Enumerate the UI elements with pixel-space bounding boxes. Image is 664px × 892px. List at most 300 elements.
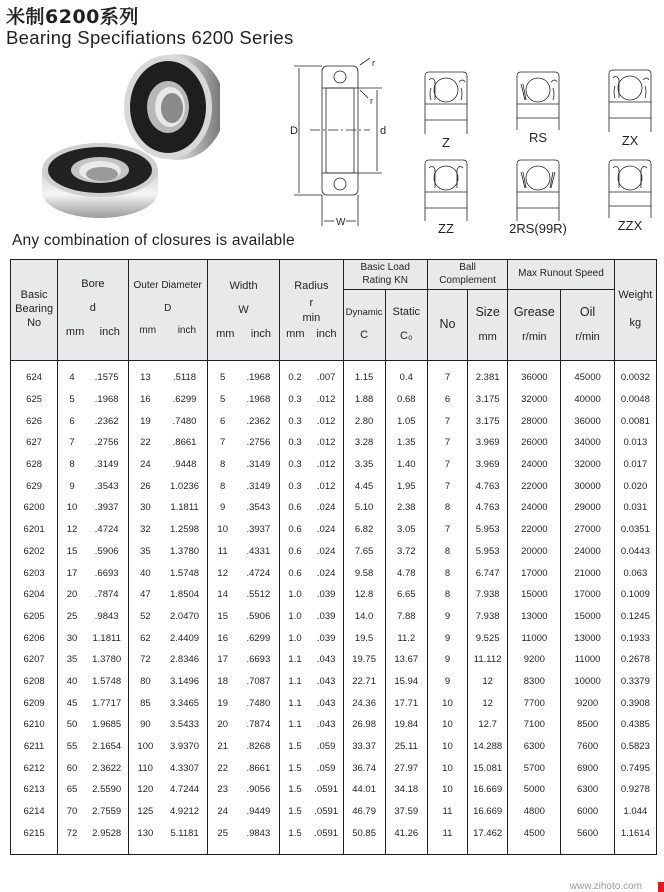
cell-speed-grease: 20000 xyxy=(508,541,561,563)
cell-speed-oil: 6900 xyxy=(561,757,614,779)
cell-od-inch: 1.1811 xyxy=(162,497,207,519)
cell-weight: 0.4385 xyxy=(614,714,656,736)
header-outer-diameter: Outer Diameter D mm inch xyxy=(128,260,207,361)
cell-radius-inch: .007 xyxy=(310,361,343,389)
header-bore: Bore d mm inch xyxy=(58,260,128,361)
header-ball-complement: Ball Complement xyxy=(427,260,507,290)
cell-ball-size: 12.7 xyxy=(468,714,508,736)
cell-speed-oil: 6000 xyxy=(561,801,614,823)
cell-od-mm: 90 xyxy=(128,714,162,736)
cell-od-inch: .9448 xyxy=(162,454,207,476)
cell-width-mm: 15 xyxy=(207,606,237,628)
cell-speed-oil: 32000 xyxy=(561,454,614,476)
cell-bore-mm: 7 xyxy=(58,432,86,454)
cell-speed-oil: 6300 xyxy=(561,779,614,801)
table-row xyxy=(11,736,657,758)
cell-ball-no: 8 xyxy=(427,562,467,584)
cell-bore-inch: 1.7717 xyxy=(86,692,128,714)
cell-load-dynamic: 36.74 xyxy=(343,757,385,779)
cell-load-static: 15.94 xyxy=(385,671,427,693)
cell-ball-no: 10 xyxy=(427,692,467,714)
table-row xyxy=(11,361,657,389)
cell-speed-oil: 10000 xyxy=(561,671,614,693)
cell-speed-grease: 4800 xyxy=(508,801,561,823)
cell-bearing-no: 6209 xyxy=(11,692,58,714)
table-row xyxy=(11,801,657,823)
closure-2rs-label: 2RS(99R) xyxy=(509,221,567,236)
cell-weight: 0.0032 xyxy=(614,361,656,389)
cell-load-static: 25.11 xyxy=(385,736,427,758)
bearing-lying xyxy=(42,143,158,218)
cell-radius-inch: .012 xyxy=(310,410,343,432)
cell-weight: 0.020 xyxy=(614,475,656,497)
cell-speed-oil: 36000 xyxy=(561,410,614,432)
cell-speed-oil: 40000 xyxy=(561,389,614,411)
cell-load-static: 17.71 xyxy=(385,692,427,714)
cell-width-inch: .8268 xyxy=(238,736,280,758)
cell-od-mm: 24 xyxy=(128,454,162,476)
cell-weight: 0.0351 xyxy=(614,519,656,541)
cell-ball-no: 7 xyxy=(427,432,467,454)
header-ball-no: No xyxy=(427,290,467,361)
bearing-spec-table xyxy=(10,259,657,855)
cell-bore-mm: 70 xyxy=(58,801,86,823)
closure-z-icon xyxy=(421,70,471,135)
cell-bearing-no: 6208 xyxy=(11,671,58,693)
cell-od-mm: 26 xyxy=(128,475,162,497)
cell-radius-mm: 1.5 xyxy=(280,801,310,823)
diagram-label-D: D xyxy=(290,125,298,137)
cell-weight: 1.1614 xyxy=(614,822,656,854)
cell-width-mm: 6 xyxy=(207,410,237,432)
cell-speed-grease: 32000 xyxy=(508,389,561,411)
cell-radius-inch: .0591 xyxy=(310,801,343,823)
page-title-chinese: 米制6200系列 xyxy=(6,6,139,28)
cell-bore-inch: .2362 xyxy=(86,410,128,432)
cell-width-inch: .1968 xyxy=(238,389,280,411)
cell-ball-size: 3.969 xyxy=(468,454,508,476)
cell-width-inch: .7874 xyxy=(238,714,280,736)
cell-width-mm: 7 xyxy=(207,432,237,454)
cell-speed-oil: 24000 xyxy=(561,541,614,563)
header-oil: Oil r/min xyxy=(561,290,614,361)
cell-od-mm: 16 xyxy=(128,389,162,411)
cell-ball-no: 8 xyxy=(427,497,467,519)
cell-od-inch: 3.3465 xyxy=(162,692,207,714)
cell-width-inch: .1968 xyxy=(238,361,280,389)
cell-speed-oil: 29000 xyxy=(561,497,614,519)
closure-zzx xyxy=(600,158,660,233)
cell-ball-size: 6.747 xyxy=(468,562,508,584)
cell-load-dynamic: 1.88 xyxy=(343,389,385,411)
cell-weight: 0.1009 xyxy=(614,584,656,606)
cell-bore-mm: 20 xyxy=(58,584,86,606)
cell-load-dynamic: 33.37 xyxy=(343,736,385,758)
cell-bore-mm: 8 xyxy=(58,454,86,476)
cell-width-inch: .6299 xyxy=(238,627,280,649)
cell-ball-size: 7.938 xyxy=(468,584,508,606)
header-basic-bearing-no: Basic Bearing No xyxy=(11,260,58,361)
spec-table-body xyxy=(11,361,657,855)
cell-bearing-no: 627 xyxy=(11,432,58,454)
cell-width-mm: 24 xyxy=(207,801,237,823)
cell-od-inch: 1.0236 xyxy=(162,475,207,497)
cell-ball-size: 11.112 xyxy=(468,649,508,671)
cell-speed-grease: 22000 xyxy=(508,475,561,497)
cell-weight: 0.017 xyxy=(614,454,656,476)
diagram-label-W: W xyxy=(336,217,346,228)
cell-load-dynamic: 1.15 xyxy=(343,361,385,389)
header-basic-load-rating: Basic Load Rating KN xyxy=(343,260,427,290)
closure-rs xyxy=(508,70,568,145)
cell-bore-inch: .9843 xyxy=(86,606,128,628)
cell-speed-oil: 11000 xyxy=(561,649,614,671)
cell-radius-mm: 1.5 xyxy=(280,757,310,779)
cell-width-mm: 5 xyxy=(207,361,237,389)
closure-zz-label: ZZ xyxy=(438,221,454,236)
footer-url: www.zihoto.com xyxy=(569,881,642,892)
cell-bearing-no: 6212 xyxy=(11,757,58,779)
cell-od-inch: 1.3780 xyxy=(162,541,207,563)
cell-bore-mm: 45 xyxy=(58,692,86,714)
cell-width-inch: .4724 xyxy=(238,562,280,584)
cell-width-inch: .2362 xyxy=(238,410,280,432)
cell-od-mm: 47 xyxy=(128,584,162,606)
cell-weight: 1.044 xyxy=(614,801,656,823)
cell-weight: 0.5823 xyxy=(614,736,656,758)
cell-load-dynamic: 2.80 xyxy=(343,410,385,432)
cell-bore-inch: .1575 xyxy=(86,361,128,389)
cell-od-inch: .5118 xyxy=(162,361,207,389)
table-row xyxy=(11,649,657,671)
cell-od-inch: 2.0470 xyxy=(162,606,207,628)
closure-2rs-icon xyxy=(513,158,563,221)
header-ball-size: Size mm xyxy=(468,290,508,361)
cell-od-inch: 1.5748 xyxy=(162,562,207,584)
cell-ball-no: 8 xyxy=(427,584,467,606)
cell-radius-inch: .012 xyxy=(310,389,343,411)
cell-weight: 0.3379 xyxy=(614,671,656,693)
cell-load-dynamic: 9.58 xyxy=(343,562,385,584)
cell-radius-inch: .043 xyxy=(310,692,343,714)
cell-od-mm: 85 xyxy=(128,692,162,714)
cell-bore-inch: 2.9528 xyxy=(86,822,128,854)
cell-bore-inch: 1.3780 xyxy=(86,649,128,671)
closures-caption: Any combination of closures is available xyxy=(12,232,295,249)
cell-ball-no: 7 xyxy=(427,475,467,497)
closure-zx-icon xyxy=(605,68,655,133)
table-row xyxy=(11,454,657,476)
table-row xyxy=(11,779,657,801)
cell-bore-mm: 12 xyxy=(58,519,86,541)
cell-load-static: 0.68 xyxy=(385,389,427,411)
cell-speed-grease: 24000 xyxy=(508,497,561,519)
cell-bore-inch: .2756 xyxy=(86,432,128,454)
cell-bearing-no: 6213 xyxy=(11,779,58,801)
cell-radius-mm: 0.2 xyxy=(280,361,310,389)
cell-width-mm: 22 xyxy=(207,757,237,779)
cell-od-mm: 32 xyxy=(128,519,162,541)
bearing-product-photo xyxy=(30,52,220,222)
cell-load-static: 1.95 xyxy=(385,475,427,497)
cell-weight: 0.3908 xyxy=(614,692,656,714)
cell-speed-oil: 9200 xyxy=(561,692,614,714)
cell-bore-inch: .6693 xyxy=(86,562,128,584)
cell-width-inch: .5512 xyxy=(238,584,280,606)
closure-z xyxy=(416,70,476,150)
cell-width-mm: 23 xyxy=(207,779,237,801)
cell-load-dynamic: 3.28 xyxy=(343,432,385,454)
cell-od-mm: 62 xyxy=(128,627,162,649)
cell-bearing-no: 6200 xyxy=(11,497,58,519)
cell-radius-mm: 1.0 xyxy=(280,606,310,628)
cell-bearing-no: 6201 xyxy=(11,519,58,541)
cell-width-inch: .9056 xyxy=(238,779,280,801)
cell-bore-mm: 60 xyxy=(58,757,86,779)
cell-bore-inch: .3149 xyxy=(86,454,128,476)
cell-bore-mm: 10 xyxy=(58,497,86,519)
cell-load-static: 3.72 xyxy=(385,541,427,563)
cell-load-static: 11.2 xyxy=(385,627,427,649)
cell-radius-mm: 0.3 xyxy=(280,389,310,411)
cell-load-dynamic: 4.45 xyxy=(343,475,385,497)
cell-radius-inch: .0591 xyxy=(310,779,343,801)
cell-speed-oil: 7600 xyxy=(561,736,614,758)
cell-radius-inch: .0591 xyxy=(310,822,343,854)
cell-radius-mm: 1.5 xyxy=(280,736,310,758)
cell-radius-mm: 0.6 xyxy=(280,497,310,519)
cell-radius-inch: .012 xyxy=(310,432,343,454)
closure-zz-icon xyxy=(421,158,471,221)
cell-bearing-no: 628 xyxy=(11,454,58,476)
cell-load-dynamic: 5.10 xyxy=(343,497,385,519)
cell-width-mm: 5 xyxy=(207,389,237,411)
cell-bearing-no: 6215 xyxy=(11,822,58,854)
cell-ball-size: 3.175 xyxy=(468,410,508,432)
cell-od-inch: 3.9370 xyxy=(162,736,207,758)
cell-width-mm: 8 xyxy=(207,475,237,497)
cell-weight: 0.063 xyxy=(614,562,656,584)
cell-ball-no: 10 xyxy=(427,779,467,801)
cell-load-dynamic: 14.0 xyxy=(343,606,385,628)
cell-ball-no: 10 xyxy=(427,736,467,758)
cell-speed-oil: 34000 xyxy=(561,432,614,454)
cell-speed-grease: 13000 xyxy=(508,606,561,628)
cell-od-inch: 3.1496 xyxy=(162,671,207,693)
table-row xyxy=(11,692,657,714)
cell-ball-no: 9 xyxy=(427,606,467,628)
cell-ball-no: 7 xyxy=(427,454,467,476)
cell-width-inch: .3149 xyxy=(238,475,280,497)
cell-bearing-no: 6206 xyxy=(11,627,58,649)
cell-bore-inch: .3543 xyxy=(86,475,128,497)
cell-speed-oil: 30000 xyxy=(561,475,614,497)
cell-load-static: 2.38 xyxy=(385,497,427,519)
cell-od-mm: 52 xyxy=(128,606,162,628)
cell-width-mm: 8 xyxy=(207,454,237,476)
cell-speed-oil: 8500 xyxy=(561,714,614,736)
cell-od-mm: 80 xyxy=(128,671,162,693)
cell-width-inch: .5906 xyxy=(238,606,280,628)
cell-speed-grease: 7700 xyxy=(508,692,561,714)
cell-od-inch: 2.4409 xyxy=(162,627,207,649)
cell-load-static: 4.78 xyxy=(385,562,427,584)
cell-width-mm: 9 xyxy=(207,497,237,519)
header-max-runout-speed: Max Runout Speed xyxy=(508,260,614,290)
cell-bearing-no: 6210 xyxy=(11,714,58,736)
cell-bore-inch: 2.7559 xyxy=(86,801,128,823)
cell-speed-oil: 27000 xyxy=(561,519,614,541)
cell-radius-inch: .039 xyxy=(310,584,343,606)
table-row xyxy=(11,606,657,628)
cell-radius-mm: 0.6 xyxy=(280,541,310,563)
cell-radius-mm: 1.5 xyxy=(280,779,310,801)
cell-load-static: 34.18 xyxy=(385,779,427,801)
cell-od-mm: 19 xyxy=(128,410,162,432)
cell-od-mm: 110 xyxy=(128,757,162,779)
cell-radius-mm: 0.3 xyxy=(280,432,310,454)
cell-bore-mm: 65 xyxy=(58,779,86,801)
cell-od-inch: .8661 xyxy=(162,432,207,454)
cell-ball-no: 8 xyxy=(427,541,467,563)
cell-speed-oil: 13000 xyxy=(561,627,614,649)
cell-load-static: 19.84 xyxy=(385,714,427,736)
closure-rs-label: RS xyxy=(528,130,548,145)
cell-bearing-no: 625 xyxy=(11,389,58,411)
cell-bore-mm: 15 xyxy=(58,541,86,563)
cell-radius-inch: .059 xyxy=(310,736,343,758)
cell-width-mm: 12 xyxy=(207,562,237,584)
cell-speed-grease: 17000 xyxy=(508,562,561,584)
cell-ball-size: 4.763 xyxy=(468,497,508,519)
table-row xyxy=(11,627,657,649)
cell-width-mm: 25 xyxy=(207,822,237,854)
table-row xyxy=(11,584,657,606)
cell-speed-oil: 21000 xyxy=(561,562,614,584)
cell-radius-mm: 0.3 xyxy=(280,410,310,432)
cell-bearing-no: 6204 xyxy=(11,584,58,606)
cell-bore-mm: 72 xyxy=(58,822,86,854)
cell-bearing-no: 6203 xyxy=(11,562,58,584)
header-static: Static C₀ xyxy=(385,290,427,361)
cell-load-dynamic: 6.82 xyxy=(343,519,385,541)
cell-load-static: 37.59 xyxy=(385,801,427,823)
cell-speed-grease: 28000 xyxy=(508,410,561,432)
cell-od-inch: 4.3307 xyxy=(162,757,207,779)
cell-radius-inch: .059 xyxy=(310,757,343,779)
cell-ball-size: 17.462 xyxy=(468,822,508,854)
cell-weight: 0.0048 xyxy=(614,389,656,411)
cell-load-static: 13.67 xyxy=(385,649,427,671)
table-row xyxy=(11,519,657,541)
cell-ball-size: 2.381 xyxy=(468,361,508,389)
closure-zz xyxy=(416,158,476,236)
cell-speed-oil: 15000 xyxy=(561,606,614,628)
cell-radius-inch: .024 xyxy=(310,541,343,563)
cell-od-inch: 4.7244 xyxy=(162,779,207,801)
cell-bore-inch: .3937 xyxy=(86,497,128,519)
cell-ball-size: 3.175 xyxy=(468,389,508,411)
closure-zx xyxy=(600,68,660,148)
cell-radius-inch: .024 xyxy=(310,497,343,519)
header-dynamic: Dynamic C xyxy=(343,290,385,361)
cell-ball-no: 7 xyxy=(427,519,467,541)
closure-rs-icon xyxy=(513,70,563,130)
cell-ball-no: 7 xyxy=(427,361,467,389)
diagram-label-r-inner: r xyxy=(370,96,373,106)
cell-bore-mm: 30 xyxy=(58,627,86,649)
cell-width-inch: .6693 xyxy=(238,649,280,671)
table-row xyxy=(11,671,657,693)
closure-zx-label: ZX xyxy=(621,133,639,148)
cell-radius-mm: 1.0 xyxy=(280,627,310,649)
cell-ball-size: 12 xyxy=(468,671,508,693)
cell-radius-inch: .043 xyxy=(310,649,343,671)
cell-weight: 0.9278 xyxy=(614,779,656,801)
cell-weight: 0.2678 xyxy=(614,649,656,671)
diagram-label-r-outer: r xyxy=(372,58,375,68)
cell-speed-grease: 6300 xyxy=(508,736,561,758)
cell-radius-inch: .039 xyxy=(310,627,343,649)
table-row xyxy=(11,541,657,563)
cell-bearing-no: 624 xyxy=(11,361,58,389)
cell-bore-inch: 2.5590 xyxy=(86,779,128,801)
cell-bore-inch: .4724 xyxy=(86,519,128,541)
header-width: Width W mm inch xyxy=(207,260,279,361)
cell-ball-size: 7.938 xyxy=(468,606,508,628)
cell-ball-no: 10 xyxy=(427,714,467,736)
cell-load-dynamic: 24.36 xyxy=(343,692,385,714)
cell-ball-size: 4.763 xyxy=(468,475,508,497)
cell-bore-inch: .5906 xyxy=(86,541,128,563)
cell-radius-mm: 0.3 xyxy=(280,454,310,476)
cell-load-dynamic: 3.35 xyxy=(343,454,385,476)
header-weight: Weight kg xyxy=(614,260,656,361)
cell-bore-mm: 55 xyxy=(58,736,86,758)
cell-bore-mm: 6 xyxy=(58,410,86,432)
footer-brand-mark xyxy=(658,882,664,892)
cell-width-inch: .2756 xyxy=(238,432,280,454)
cell-ball-no: 10 xyxy=(427,757,467,779)
cell-speed-grease: 4500 xyxy=(508,822,561,854)
cell-bore-inch: 2.1654 xyxy=(86,736,128,758)
bearing-upright xyxy=(124,54,220,160)
cell-load-static: 1.35 xyxy=(385,432,427,454)
cell-bore-mm: 50 xyxy=(58,714,86,736)
cell-ball-size: 3.969 xyxy=(468,432,508,454)
cell-load-static: 1.05 xyxy=(385,410,427,432)
cell-bearing-no: 6202 xyxy=(11,541,58,563)
cell-ball-size: 16.669 xyxy=(468,779,508,801)
cell-radius-inch: .039 xyxy=(310,606,343,628)
cell-od-mm: 100 xyxy=(128,736,162,758)
cell-radius-inch: .043 xyxy=(310,714,343,736)
cell-load-dynamic: 19.75 xyxy=(343,649,385,671)
cell-width-mm: 16 xyxy=(207,627,237,649)
cell-speed-grease: 24000 xyxy=(508,454,561,476)
cell-bore-inch: 2.3622 xyxy=(86,757,128,779)
cell-load-static: 7.88 xyxy=(385,606,427,628)
cell-speed-grease: 7100 xyxy=(508,714,561,736)
cell-load-dynamic: 46.79 xyxy=(343,801,385,823)
cell-load-dynamic: 12.8 xyxy=(343,584,385,606)
cell-speed-grease: 5700 xyxy=(508,757,561,779)
cell-weight: 0.0081 xyxy=(614,410,656,432)
cell-radius-mm: 0.6 xyxy=(280,562,310,584)
cell-width-mm: 11 xyxy=(207,541,237,563)
cell-ball-size: 9.525 xyxy=(468,627,508,649)
cell-load-dynamic: 19.5 xyxy=(343,627,385,649)
